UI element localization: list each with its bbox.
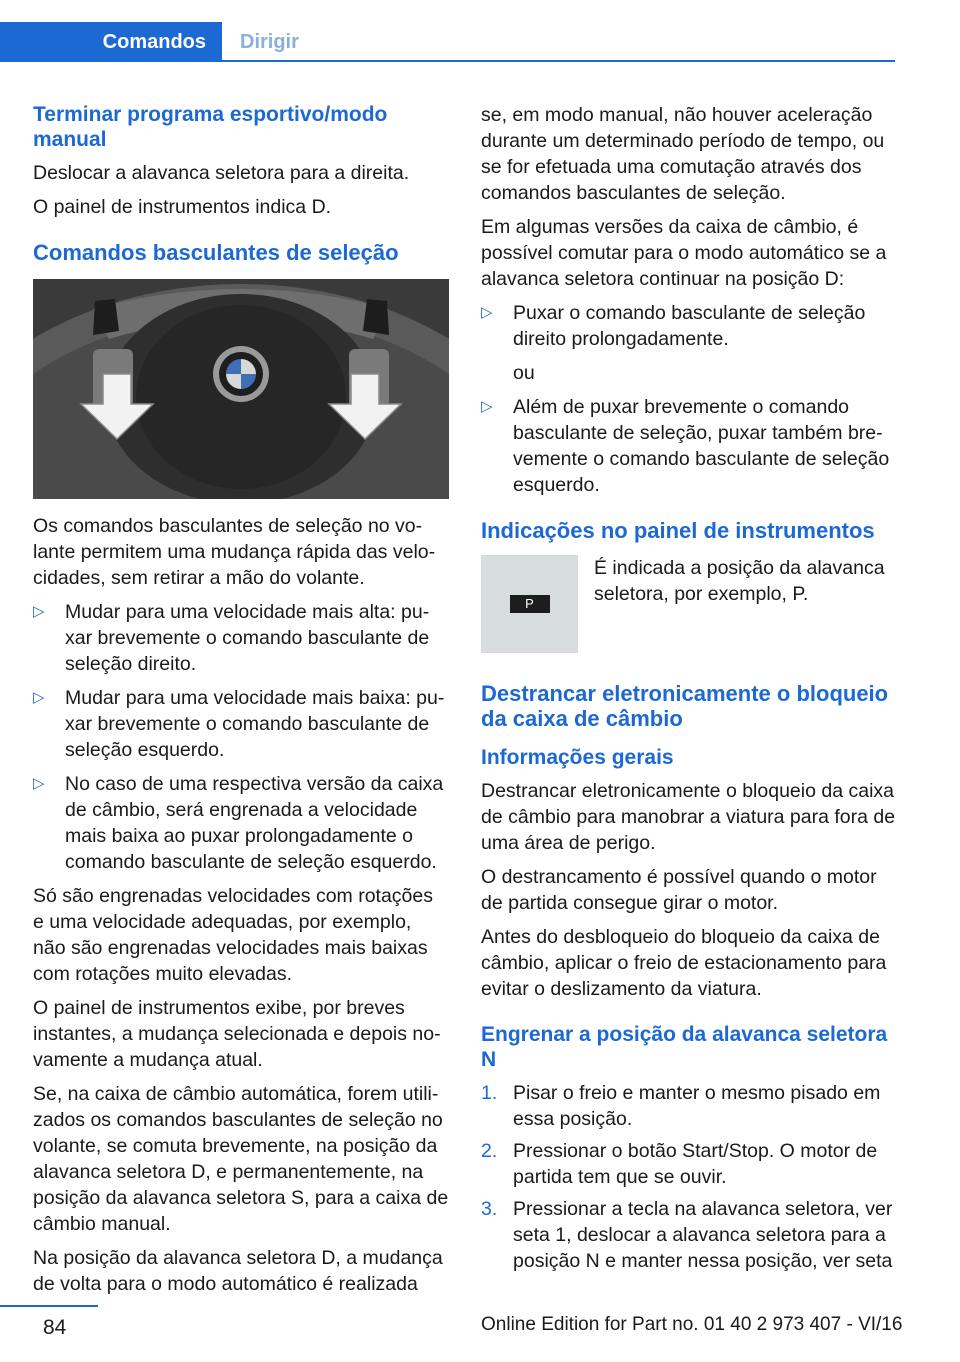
bullet-list	[33, 599, 449, 875]
paragraph: O painel de instrumentos indica D.	[33, 196, 332, 218]
triangle-bullet-icon: ▷	[481, 304, 493, 321]
tab-dirigir[interactable]	[240, 22, 299, 62]
heading-unlock: Destrancar eletronicamente o bloqueio da caixa de câmbio	[481, 681, 889, 731]
tab-comandos-label: Comandos	[102, 30, 206, 53]
list-item	[481, 394, 897, 498]
tab-comandos[interactable]	[0, 22, 222, 62]
footer-divider	[0, 1305, 98, 1307]
paragraph: O destrancamento é possível quando o motor de partida consegue girar o motor.	[481, 866, 877, 914]
list-item	[33, 599, 449, 677]
tab-dirigir-label: Dirigir	[240, 30, 299, 53]
list-item	[33, 685, 449, 763]
numbered-list	[481, 1080, 897, 1274]
step-text: Pressionar a tecla na alavanca seletora, ver seta 1, deslocar a alavanca seletora para a posição N e manter nessa posição, ver seta	[513, 1198, 893, 1272]
heading-general-info: Informações gerais	[481, 746, 674, 769]
list-item-text: Mudar para uma velocidade mais baixa: puxar brevemente o comando basculante de seleção esquerdo.	[65, 687, 445, 761]
paragraph: Só são engrenadas velocidades com rotações e uma velocidade adequadas, por exemplo, não são engrenadas velocidades mais baixas com rotações muito elevadas.	[33, 885, 433, 985]
step-number: 1.	[481, 1082, 498, 1104]
list-item-text: Além de puxar brevemente o comando basculante de seleção, puxar também brevemente o comando basculante de seleção esquerdo.	[513, 396, 890, 496]
paragraph: Antes do desbloqueio do bloqueio da caixa de câmbio, aplicar o freio de estacionamento para evitar o deslizamento da viatura.	[481, 926, 887, 1000]
paragraph: Em algumas versões da caixa de câmbio, é possível comutar para o modo automático se a alavanca seletora continuar na posição D:	[481, 216, 887, 290]
gear-p-indicator: P	[510, 595, 550, 613]
heading-paddles: Comandos basculantes de seleção	[33, 240, 399, 265]
list-item-text: No caso de uma respectiva versão da caixa de câmbio, será engrenada a velocidade mais baixa ao puxar prolongadamente o comando basculante de seleção esquerdo.	[65, 773, 444, 873]
list-item	[481, 1080, 897, 1132]
list-item	[33, 771, 449, 875]
or-text: ou	[513, 362, 535, 384]
paragraph: se, em modo manual, não houver aceleração durante um determinado período de tempo, ou se for efetuada uma comutação através dos comandos basculantes de seleção.	[481, 104, 885, 204]
list-item	[481, 1138, 897, 1190]
indication-block	[481, 555, 897, 653]
paragraph: Na posição da alavanca seletora D, a mudança de volta para o modo automático é realizada	[33, 1247, 443, 1295]
paragraph: Os comandos basculantes de seleção no volante permitem uma mudança rápida das velocidades, sem retirar a mão do volante.	[33, 515, 436, 589]
list-item	[481, 300, 897, 386]
triangle-bullet-icon: ▷	[33, 689, 45, 706]
step-text: Pressionar o botão Start/Stop. O motor de partida tem que se ouvir.	[513, 1140, 878, 1188]
left-column	[33, 102, 449, 1305]
bullet-list	[481, 300, 897, 498]
edition-text: Online Edition for Part no. 01 40 2 973 407 - VI/16	[481, 1314, 903, 1335]
step-number: 2.	[481, 1140, 498, 1162]
list-item-text: Puxar o comando basculante de seleção direito prolongadamente.	[513, 302, 866, 350]
list-item-text: Mudar para uma velocidade mais alta: puxar brevemente o comando basculante de seleção direito.	[65, 601, 430, 675]
paragraph: É indicada a posição da alavanca seletora, por exemplo, P.	[594, 557, 885, 605]
page-number: 84	[43, 1316, 67, 1339]
instrument-display-image	[481, 555, 578, 653]
page-header	[0, 0, 895, 62]
step-text: Pisar o freio e manter o mesmo pisado em essa posição.	[513, 1082, 881, 1130]
heading-indications: Indicações no painel de instrumentos	[481, 518, 875, 543]
paragraph: Destrancar eletronicamente o bloqueio da caixa de câmbio para manobrar a viatura para fora de uma área de perigo.	[481, 780, 896, 854]
paragraph: Se, na caixa de câmbio automática, forem utilizados os comandos basculantes de seleção no volante, se comuta brevemente, na posição da alavanca seletora D, e permanentemente, na posição da alavanca seletora S, para a caixa de câmbio manual.	[33, 1083, 449, 1235]
paragraph: O painel de instrumentos exibe, por breves instantes, a mudança selecionada e depois novamente a mudança atual.	[33, 997, 441, 1071]
triangle-bullet-icon: ▷	[33, 603, 45, 620]
triangle-bullet-icon: ▷	[33, 775, 45, 792]
steering-wheel-paddles-image	[33, 279, 449, 499]
header-divider	[222, 60, 895, 62]
paragraph: Deslocar a alavanca seletora para a direita.	[33, 162, 410, 184]
right-column	[481, 102, 897, 1280]
step-number: 3.	[481, 1198, 498, 1220]
heading-neutral: Engrenar a posição da alavanca seletora N	[481, 1023, 888, 1071]
triangle-bullet-icon: ▷	[481, 398, 493, 415]
heading-sport-end: Terminar programa esportivo/modo manual	[33, 103, 388, 151]
list-item	[481, 1196, 897, 1274]
